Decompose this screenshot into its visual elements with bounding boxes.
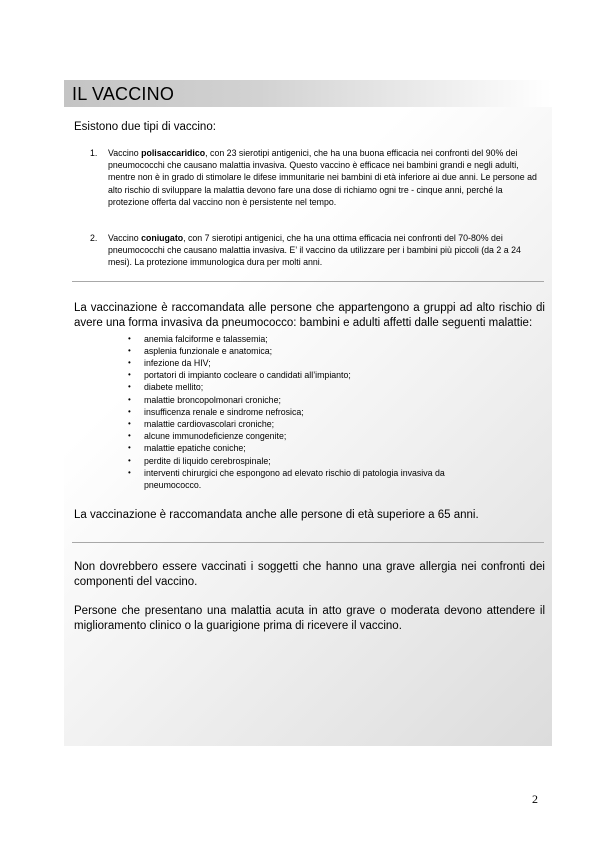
bullet-icon: •: [128, 370, 131, 380]
vaccine-types-list: [74, 147, 545, 269]
bullet-icon: •: [128, 419, 131, 429]
section-title: IL VACCINO: [72, 84, 175, 104]
vaccine-prefix: Vaccino: [108, 233, 142, 244]
divider: [72, 281, 544, 282]
condition-text: insufficenza renale e sindrome nefrosica;: [144, 406, 304, 417]
list-number: 1.: [90, 148, 98, 158]
divider: [72, 542, 544, 543]
list-item: [74, 357, 489, 369]
vaccine-prefix: Vaccino: [108, 148, 142, 158]
bullet-icon: •: [128, 358, 131, 368]
condition-text: malattie broncopolmonari croniche;: [144, 394, 281, 405]
bullet-icon: •: [128, 382, 131, 392]
over65-text: La vaccinazione è raccomandata anche alle persone di età superiore a 65 anni.: [74, 509, 479, 522]
bullet-icon: •: [128, 467, 131, 477]
list-item: [74, 369, 489, 381]
list-item: [74, 455, 489, 467]
condition-text: interventi chirurgici che espongono ad elevato rischio di patologia invasiva da pneumococco.: [144, 467, 445, 491]
bullet-icon: •: [128, 443, 131, 453]
list-item: [74, 381, 489, 393]
vaccine-name: polisaccaridico: [141, 148, 206, 158]
list-item: [74, 333, 489, 345]
condition-text: malattie cardiovascolari croniche;: [144, 419, 275, 430]
page-number: 2: [532, 792, 538, 806]
bullet-icon: •: [128, 345, 131, 355]
bullet-icon: •: [128, 431, 131, 441]
list-number: 2.: [90, 233, 98, 244]
condition-text: diabete mellito;: [144, 382, 204, 393]
conditions-list: [74, 333, 545, 492]
vaccine-name: coniugato: [141, 233, 184, 244]
intro-text: Esistono due tipi di vaccino:: [74, 121, 216, 133]
list-item: [74, 394, 489, 406]
list-item: [74, 430, 489, 442]
bullet-icon: •: [128, 394, 131, 404]
bullet-icon: •: [128, 406, 131, 416]
list-item: [74, 406, 489, 418]
list-item: [74, 232, 545, 269]
bullet-icon: •: [128, 455, 131, 465]
list-item: [74, 345, 489, 357]
list-item: [74, 147, 545, 208]
list-item: [74, 467, 489, 491]
section-content: [74, 113, 545, 634]
vaccine-description: , con 23 sierotipi antigenici, che ha una buona efficacia nei confronti del 90% dei pneumococchi che causano malattia invasiva. Questo vaccino è efficace nei bambini grandi e negli adulti, mentre non è in grado di stimolare le difese immunitarie nei bambini di età inferiore ai due anni. Le persone ad alto rischio di sviluppare la malattia devono fare una dose di richiamo ogni tre - cinque anni, perché la protezione offerta dal vaccino non è persistente nel tempo.: [108, 148, 537, 207]
condition-text: perdite di liquido cerebrospinale;: [144, 455, 271, 466]
vaccine-description: , con 7 sierotipi antigenici, che ha una ottima efficacia nei confronti del 70-80% dei pneumococchi che causano malattia invasiva. E’ il vaccino da utilizzare per i bambini più piccoli (da 2 a 24 mesi). La protezione immunologica dura per molti anni.: [108, 233, 521, 268]
condition-text: asplenia funzionale e anatomica;: [144, 345, 273, 356]
list-item: [74, 442, 489, 454]
risk-groups-text: La vaccinazione è raccomandata alle persone che appartengono a gruppi ad alto rischio di avere una forma invasiva da pneumococco: bambini e adulti affetti dalle seguenti malattie:: [74, 301, 545, 329]
list-item: [74, 418, 489, 430]
condition-text: anemia falciforme e talassemia;: [144, 333, 268, 344]
allergy-text: Non dovrebbero essere vaccinati i soggetti che hanno una grave allergia nei confronti dei componenti del vaccino.: [74, 561, 545, 589]
condition-text: infezione da HIV;: [144, 358, 211, 369]
condition-text: malattie epatiche coniche;: [144, 443, 246, 454]
condition-text: alcune immunodeficienze congenite;: [144, 431, 287, 442]
bullet-icon: •: [128, 333, 131, 343]
acute-illness-text: Persone che presentano una malattia acuta in atto grave o moderata devono attendere il miglioramento clinico o la guarigione prima di ricevere il vaccino.: [74, 605, 545, 633]
condition-text: portatori di impianto cocleare o candidati all’impianto;: [144, 370, 351, 381]
